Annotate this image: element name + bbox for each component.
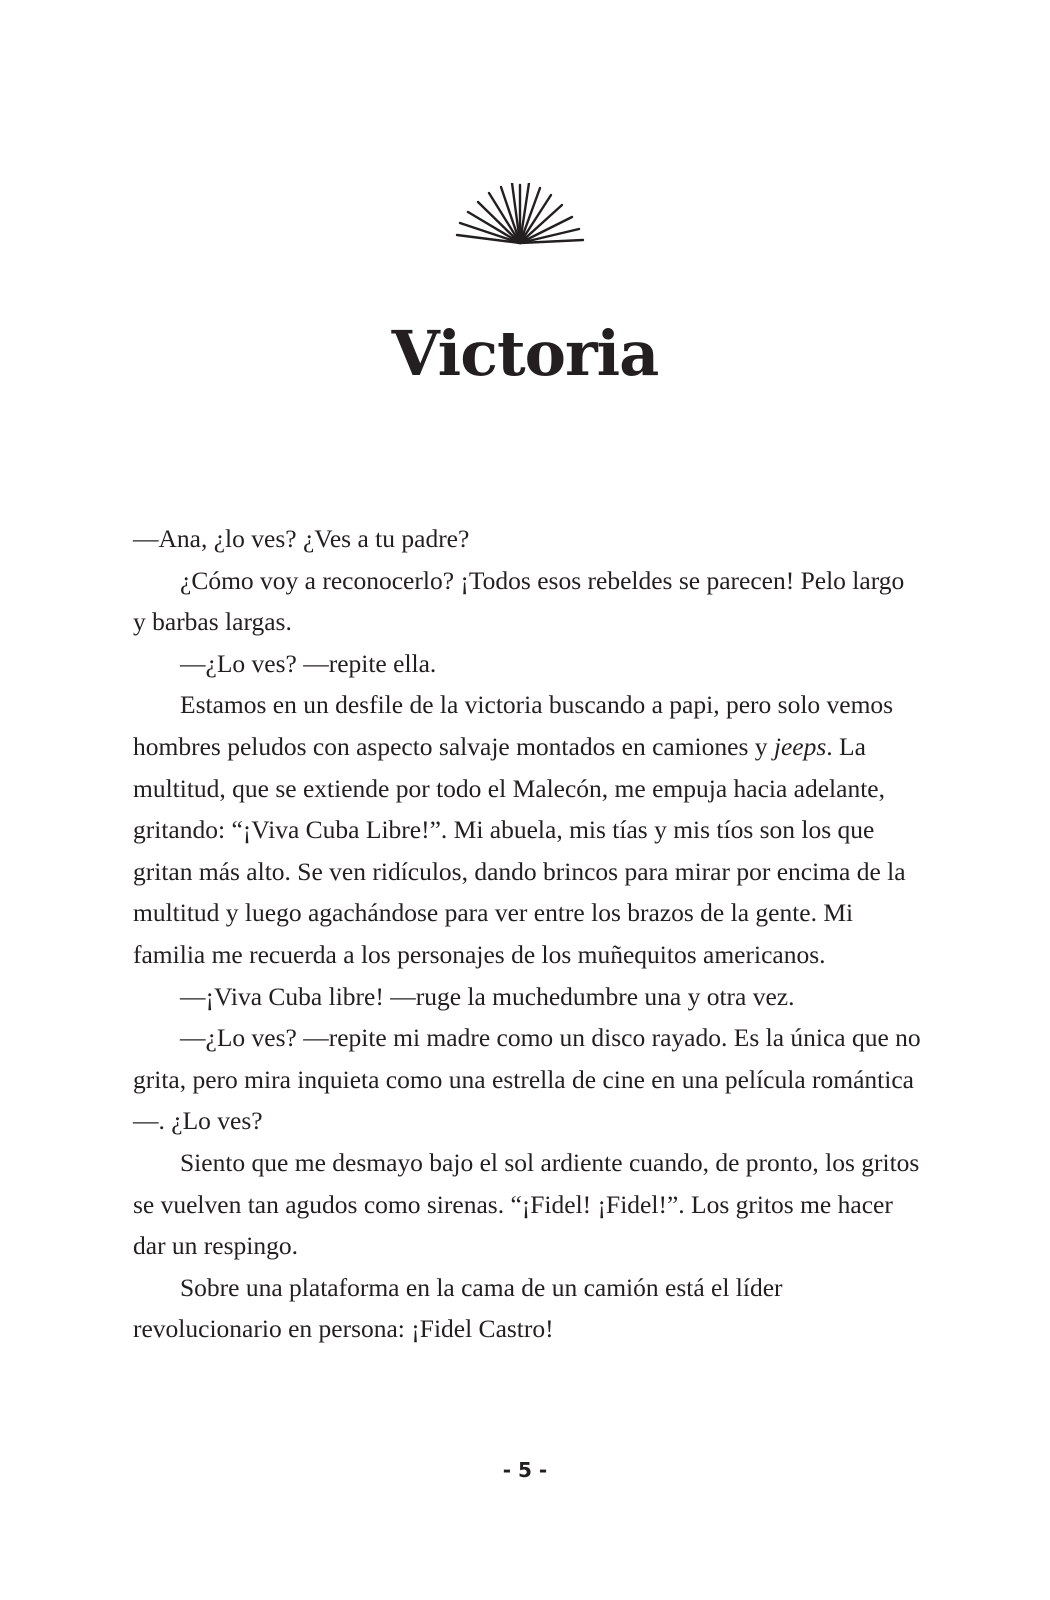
paragraph-text: ¿Cómo voy a reconocerlo? ¡Todos esos rebeldes se parecen! Pelo largo y barbas largas. xyxy=(133,565,905,637)
paragraph xyxy=(133,1142,923,1267)
paragraph xyxy=(133,518,923,560)
paragraph-text: Siento que me desmayo bajo el sol ardiente cuando, de pronto, los gritos se vuelven tan agudos como sirenas. “¡Fidel! ¡Fidel!”. Los gritos me hacer dar un respingo. xyxy=(133,1147,920,1261)
paragraph-text: —¿Lo ves? —repite mi madre como un disco rayado. Es la única que no grita, pero mira inquieta como una estrella de cine en una película romántica—. ¿Lo ves? xyxy=(133,1023,921,1136)
paragraph xyxy=(133,1267,923,1350)
paragraph-text: Estamos en un desfile de la victoria buscando a papi, pero solo vemos hombres peludos con aspecto salvaje montados en camiones y xyxy=(133,690,894,761)
italic-text: jeeps xyxy=(773,731,827,761)
paragraph-text: —¡Viva Cuba libre! —ruge la muchedumbre una y otra vez. xyxy=(180,981,795,1011)
paragraph xyxy=(133,643,923,685)
page-number: - 5 - xyxy=(502,1458,548,1482)
paragraph xyxy=(133,976,923,1018)
paragraph xyxy=(133,1017,923,1142)
paragraph xyxy=(133,560,923,643)
paragraph-text: Sobre una plataforma en la cama de un camión está el líder revolucionario en persona: ¡Fidel Castro! xyxy=(133,1272,783,1344)
body-text xyxy=(133,518,923,1350)
paragraph-text: —Ana, ¿lo ves? ¿Ves a tu padre? xyxy=(133,524,470,553)
paragraph-text: —¿Lo ves? —repite ella. xyxy=(180,648,437,678)
paragraph xyxy=(133,684,923,975)
chapter-title: Victoria xyxy=(391,317,659,390)
paragraph-text: . La multitud, que se extiende por todo el Malecón, me empuja hacia adelante, gritando: “¡Viva Cuba Libre!”. Mi abuela, mis tías y mis tíos son los que gritan más alto. Se ven ridículos, dando brincos para mirar por encima de la multitud y luego agachándose para ver entre los brazos de la gente. Mi familia me recuerda a los personajes de los muñequitos americanos. xyxy=(133,731,906,969)
sunburst-ornament-icon xyxy=(455,183,585,249)
